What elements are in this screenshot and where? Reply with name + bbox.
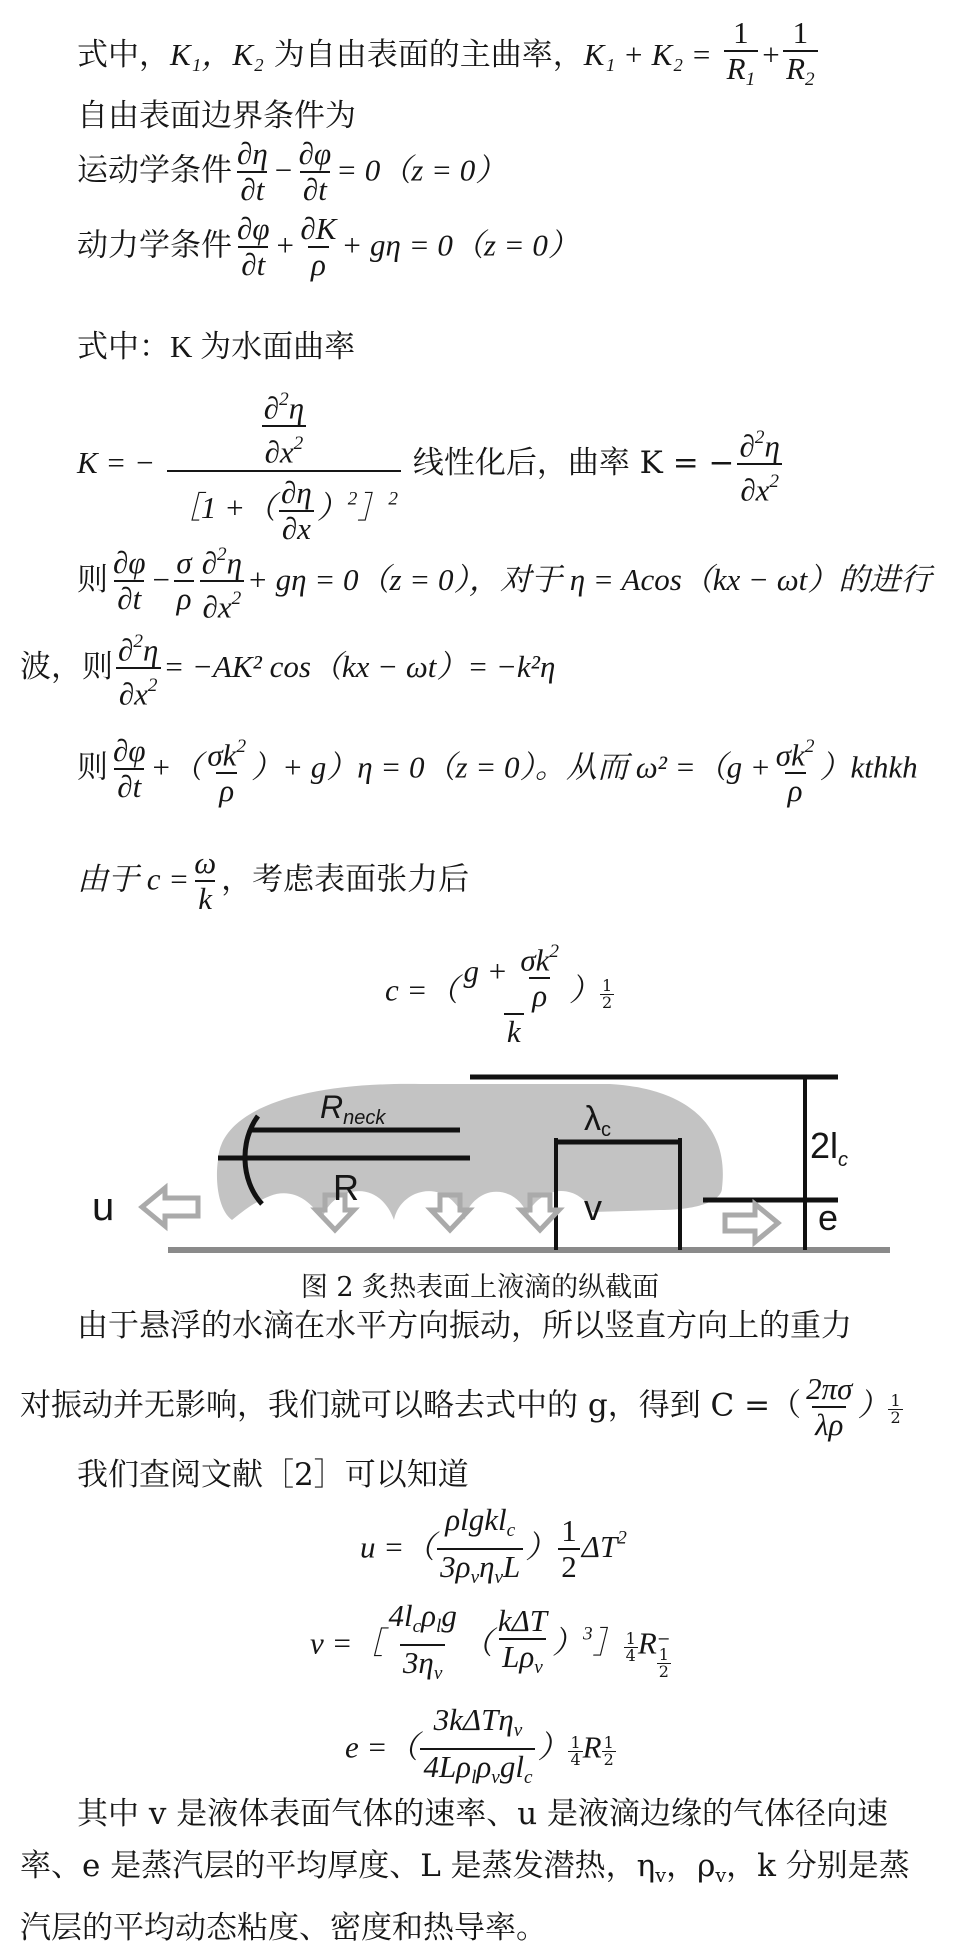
frac-phase-speed: g + $\frac{\sigma k^2}{\rho}$ k — [463, 941, 560, 1050]
frac-sigma-rho: $\frac{\sigma}{\rho}$ — [173, 546, 194, 616]
frac-u: $\frac{\rho lgkl_c}{3\rho_v\eta_vL}$ — [437, 1503, 523, 1595]
paragraph-1-line-1: 由于悬浮的水滴在水平方向振动，所以竖直方向上的重力 — [77, 1308, 852, 1344]
exp-half-3: $\frac{1}{2}$ — [603, 1732, 614, 1769]
p3-sub-v: v — [655, 1863, 667, 1887]
text-line-8 — [20, 625, 555, 712]
frac-1-over-r1: $\frac{1}{R_1}$ — [724, 16, 759, 97]
exp-quarter-2: $\frac{1}{4}$ — [570, 1732, 581, 1769]
p3-end: ，k 分别是蒸汽层的平均动态粘度、密度和热导率。 — [20, 1848, 910, 1946]
frac-1-over-r2: $\frac{1}{R_2}$ — [783, 16, 818, 97]
label-2lc: $2l_c$ — [810, 1125, 849, 1171]
frac-dphi-dt-4: $\frac{\partial\varphi}{\partial t}$ — [113, 733, 146, 805]
arrow-left-icon — [142, 1188, 198, 1226]
l3-cond: = 0（z = 0） — [336, 152, 507, 188]
paragraph-1-line-2: 对振动并无影响，我们就可以略去式中的 g，得到 C =（ $\frac{2\pi\sigma}{\lambda\rho}$ ） $\frac{1}{2}$ — [20, 1371, 901, 1442]
text-line-5: 式中：K 为水面曲率 — [77, 329, 356, 364]
frac-sigmak2-rho: $\frac{\sigma k^2}{\rho}$ — [207, 736, 247, 809]
l3-prefix: 运动学条件 — [77, 152, 232, 189]
text-line-4: 动力学条件 $\frac{\partial\varphi}{\partial t}$ + $\frac{\partial K}{\rho}$ + gη = 0（z = 0） — [77, 211, 579, 282]
frac-v-2: $\frac{\text{kΔT}}{L\rho_v}$ — [495, 1604, 550, 1685]
frac-e: $\frac{3k\Delta T\eta_v}{4L\rho_l\rho_vgl_c}$ — [420, 1703, 535, 1795]
text-line-6 — [77, 383, 785, 546]
l1-lhs: K₁ + K₂ = — [583, 36, 712, 72]
equation-u: u =（ $\frac{\rho lgkl_c}{3\rho_v\eta_vL}$ ） $\frac{1}{2}$ $\Delta T^2$ — [360, 1503, 627, 1595]
l8-rhs: = −AK² cos（kx − ωt）= −k²η — [163, 648, 556, 684]
frac-dphi-dt-3: $\frac{\partial\varphi}{\partial t}$ — [113, 545, 146, 617]
e-lhs: e =（ — [345, 1729, 419, 1765]
paragraph-2: 我们查阅文献［2］可以知道 — [77, 1457, 469, 1493]
l1-mid: 为自由表面的主曲率， — [263, 36, 584, 73]
l11-lhs: c =（ — [385, 972, 459, 1008]
figure-caption: 图 2 炙热表面上液滴的纵截面 — [300, 1272, 660, 1303]
arrow-right-icon — [725, 1204, 778, 1242]
text-line-10 — [77, 846, 469, 916]
text-line-9: 则 $\frac{\partial\varphi}{\partial t}$ +（ $\frac{\sigma k^2}{\rho}$ ）+ g）η = 0（z = 0）。从而 ω² =（g + $\frac{\sigma k^2}{\rho}$ ）kthkh — [77, 730, 918, 808]
l9-prefix: 则 — [77, 749, 108, 786]
frac-sigmak2-rho-2: $\frac{\sigma k^2}{\rho}$ — [775, 736, 815, 809]
exp-neg-half: − 1 2 — [657, 1628, 671, 1681]
p3-text: 其中 v 是液体表面气体的速率、u 是液滴边缘的气体径向速率、e 是蒸汽层的平均厚度、L 是蒸发潜热，η — [20, 1796, 889, 1884]
frac-deta-dt: $\frac{\partial\eta}{\partial t}$ — [237, 136, 268, 207]
text-line-7: 则 $\frac{\partial\varphi}{\partial t}$ − $\frac{\sigma}{\rho}$ $\frac{\partial^2\eta}{\partial x^2}$ + gη = 0（z = 0），对于 η = Acos（kx − ωt）的进行 — [77, 538, 931, 625]
text-line-1: 式中，K₁，K₂ 为自由表面的主曲率，K₁ + K₂ = $\frac{1}{R_1}$ + $\frac{1}{R_2}$ — [77, 16, 820, 97]
label-rneck: Rneck — [320, 1089, 386, 1129]
exp-half-2: $\frac{1}{2}$ — [890, 1390, 901, 1427]
frac-2pisigma-lambdarho: $\frac{2\pi\sigma}{\lambda\rho}$ — [806, 1371, 853, 1442]
exp-quarter: $\frac{1}{4}$ — [625, 1628, 636, 1665]
label-r: R — [333, 1167, 359, 1208]
p3-sub-v2: v — [715, 1863, 727, 1887]
l4-cond: + gη = 0（z = 0） — [341, 227, 579, 263]
l1-vars: K₁，K₂ — [170, 36, 264, 72]
l6-lhs: K = − — [77, 444, 156, 480]
frac-dphi-dt-2: $\frac{\partial\varphi}{\partial t}$ — [237, 211, 270, 282]
frac-half: $\frac{1}{2}$ — [558, 1514, 580, 1584]
label-v: v — [584, 1187, 602, 1228]
frac-d2eta-dx2-3: $\frac{\partial^2\eta}{\partial x^2}$ — [115, 625, 161, 712]
text-line-3: 运动学条件 $\frac{\partial\eta}{\partial t}$ − $\frac{\partial\varphi}{\partial t}$ = 0（z = 0） — [77, 136, 507, 207]
text-line-2: 自由表面边界条件为 — [77, 98, 356, 134]
label-e: e — [818, 1197, 839, 1238]
l4-prefix: 动力学条件 — [77, 227, 232, 264]
p3-rest: ，ρ — [666, 1848, 716, 1884]
text-line-11 — [385, 935, 614, 1049]
label-u: u — [92, 1185, 115, 1229]
paragraph-3 — [20, 1788, 940, 1954]
equation-e: e =（ $\frac{3k\Delta T\eta_v}{4L\rho_l\rho_vgl_c}$ ） $\frac{1}{4}$ R $\frac{1}{2}$ — [345, 1703, 616, 1795]
l7-prefix: 则 — [77, 561, 108, 598]
l10-end: ，考虑表面张力后 — [221, 861, 470, 898]
frac-d2eta-dx2: $\frac{\partial^2\eta}{\partial x^2}$ — [737, 421, 783, 508]
frac-omega-k: $\frac{\omega}{k}$ — [194, 845, 217, 916]
droplet-figure — [0, 1070, 960, 1280]
frac-dphi-dt: $\frac{\partial\varphi}{\partial t}$ — [298, 136, 332, 207]
frac-dk-rho: $\frac{\partial K}{\rho}$ — [300, 211, 337, 282]
v-lhs: v =［ — [310, 1625, 384, 1661]
l9-mid: + g）η = 0（z = 0）。从而 ω² =（g + — [282, 749, 771, 785]
frac-curvature: $\frac{\partial^2\eta}{\partial x^2}$ ［1 +（ $\frac{\partial\eta}{\partial x}$ ）$^2$］$^2$ — [167, 383, 401, 546]
u-lhs: u =（ — [360, 1529, 436, 1565]
l11-end: ） — [569, 972, 601, 1008]
equation-v: v =［ $\frac{4l_c\rho_lg}{3\eta_v}$ （ $\frac{\text{kΔT}}{L\rho_v}$ ）$^3$］ $\frac{1}{4}$ R− 1 2 — [310, 1599, 671, 1691]
l10-prefix: 由于 c = — [77, 861, 190, 897]
l7-cond: + gη = 0（z = 0），对于 η = Acos（kx − ωt）的进行 — [247, 561, 932, 597]
p1b-text: 对振动并无影响，我们就可以略去式中的 g，得到 C =（ — [20, 1387, 802, 1424]
label-lambda: λc — [584, 1100, 611, 1141]
l6-mid: 线性化后，曲率 K = − — [412, 444, 735, 481]
frac-v-1: $\frac{4l_c\rho_lg}{3\eta_v}$ — [385, 1599, 459, 1691]
frac-d2eta-dx2-2: $\frac{\partial^2\eta}{\partial x^2}$ — [199, 538, 245, 625]
exp-half: $\frac{1}{2}$ — [602, 976, 613, 1013]
droplet-shape — [217, 1084, 723, 1220]
l1-prefix: 式中， — [77, 36, 170, 73]
l8-prefix: 波，则 — [20, 648, 113, 685]
l9-end: ）kthkh — [819, 749, 918, 785]
